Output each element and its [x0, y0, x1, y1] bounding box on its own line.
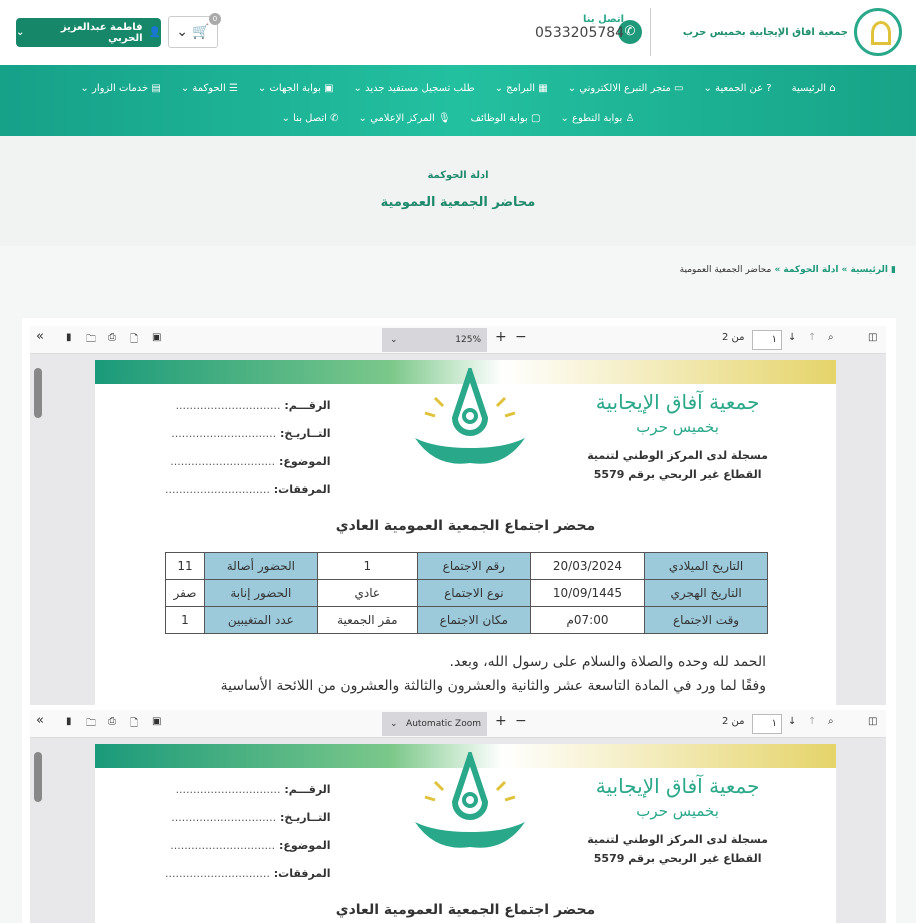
table-cell: 20/03/2024: [530, 553, 644, 580]
table-cell: التاريخ الهجري: [645, 580, 768, 607]
cart-button[interactable]: [168, 16, 218, 48]
scrollbar[interactable]: [34, 368, 42, 418]
letter-field: الرقـــم: ..............................: [175, 783, 331, 796]
chevron-down-icon: ⌄: [16, 27, 25, 38]
zoom-select[interactable]: [382, 712, 487, 736]
table-cell: وقت الاجتماع: [645, 607, 768, 634]
print-icon[interactable]: ⎙: [108, 332, 116, 343]
chevron-down-icon: ⌄: [390, 335, 398, 345]
print-icon[interactable]: ⎙: [108, 716, 116, 727]
table-row: [166, 580, 768, 607]
nav-entities[interactable]: ▣ بوابة الجهات ⌄: [257, 82, 334, 94]
zoom-out-button[interactable]: −: [515, 329, 527, 345]
page-banner: [0, 136, 916, 246]
letter-fields: [165, 776, 331, 888]
letter-field: الموضوع: ..............................: [170, 455, 331, 468]
letter-field: التــاريـخ: ..............................: [171, 427, 331, 440]
letter-field: المرفقات: ..............................: [165, 483, 331, 496]
divider: [650, 8, 651, 56]
presentation-icon[interactable]: ▣: [152, 716, 162, 727]
table-cell: 07:00م: [530, 607, 644, 634]
nav-contact[interactable]: ✆ اتصل بنا ⌄: [281, 112, 339, 124]
document-body: الحمد لله وحده والصلاة والسلام على رسول الله، وبعد. وفقًا لما ورد في المادة التاسعة عشر والثانية والعشرون والثالثة والعشرون من اللائحة الأساسية: [220, 654, 766, 694]
logo-icon: [854, 8, 902, 56]
bookmark-icon[interactable]: ▮: [66, 332, 72, 343]
page-title: محاضر الجمعية العمومية: [380, 195, 536, 210]
contact-label: اتصل بنا: [583, 14, 625, 25]
table-cell: 1: [166, 607, 205, 634]
table-cell: 11: [166, 553, 205, 580]
table-cell: صفر: [166, 580, 205, 607]
pdf-page: [95, 360, 836, 705]
next-page-button[interactable]: ↓: [788, 332, 797, 343]
org-info: جمعية آفاق الإيجابية بخميس حرب مسجلة لدى المركز الوطني لتنمية القطاع غير الربحي برقم 5579: [587, 390, 768, 481]
sidebar-icon[interactable]: ◫: [868, 716, 878, 727]
table-cell: الحضور إنابة: [204, 580, 317, 607]
nav-jobs[interactable]: ▢ بوابة الوظائف: [470, 112, 541, 124]
open-file-icon[interactable]: 🗀: [86, 718, 96, 729]
page-count: من 2: [722, 332, 745, 343]
table-cell: رقم الاجتماع: [417, 553, 530, 580]
zoom-in-button[interactable]: +: [495, 713, 507, 729]
org-name: جمعية افاق الإيجابية بخميس حرب: [682, 26, 848, 38]
main-nav: [0, 65, 916, 136]
pdf-toolbar: [30, 710, 886, 738]
zoom-select[interactable]: [382, 328, 487, 352]
letter-field: الموضوع: ..............................: [170, 839, 331, 852]
cart-badge: 0: [209, 13, 221, 25]
pdf-viewer: [30, 326, 886, 705]
zoom-value: Automatic Zoom: [406, 719, 481, 729]
nav-volunteer[interactable]: ♙ بوابة التطوع ⌄: [560, 112, 635, 124]
search-icon[interactable]: ⌕: [828, 716, 834, 727]
zoom-out-button[interactable]: −: [515, 713, 527, 729]
chevron-down-icon: ⌄: [176, 24, 188, 40]
pdf-viewer: [30, 710, 886, 923]
org-logo: [395, 752, 545, 872]
save-icon[interactable]: 🗋: [130, 334, 139, 345]
page-number-input[interactable]: ١: [752, 330, 782, 350]
nav-visitors[interactable]: ▤ خدمات الزوار ⌄: [80, 82, 161, 94]
meeting-table: [165, 552, 768, 634]
cart-icon: 🛒: [192, 24, 210, 40]
table-cell: مكان الاجتماع: [417, 607, 530, 634]
page-count: من 2: [722, 716, 745, 727]
next-page-button[interactable]: ↓: [788, 716, 797, 727]
document-title: محضر اجتماع الجمعية العمومية العادي: [335, 518, 596, 534]
org-info: جمعية آفاق الإيجابية بخميس حرب مسجلة لدى المركز الوطني لتنمية القطاع غير الربحي برقم 5579: [587, 774, 768, 865]
table-cell: 10/09/1445: [530, 580, 644, 607]
sidebar-toggle-icon[interactable]: «: [36, 329, 44, 344]
nav-media[interactable]: 🎙 المركز الإعلامي ⌄: [358, 112, 451, 124]
previous-page-button[interactable]: ↑: [808, 332, 817, 343]
breadcrumb: ▮ الرئيسية » ادلة الحوكمة » محاضر الجمعية العمومية: [679, 265, 896, 275]
letter-field: التــاريـخ: ..............................: [171, 811, 331, 824]
letter-fields: [165, 392, 331, 504]
user-menu-button[interactable]: [16, 18, 161, 47]
pdf-page: [95, 744, 836, 923]
phone-number: 0533205784: [535, 25, 625, 41]
site-logo[interactable]: [683, 8, 902, 56]
site-header: [0, 0, 916, 65]
table-row: [166, 607, 768, 634]
save-icon[interactable]: 🗋: [130, 718, 139, 729]
breadcrumb-home[interactable]: الرئيسية: [850, 265, 888, 275]
nav-about[interactable]: ? عن الجمعية ⌄: [703, 82, 772, 94]
sidebar-icon[interactable]: ◫: [868, 332, 878, 343]
sidebar-toggle-icon[interactable]: «: [36, 713, 44, 728]
breadcrumb-current: محاضر الجمعية العمومية: [679, 265, 772, 275]
table-cell: عادي: [317, 580, 417, 607]
org-logo: [395, 368, 545, 488]
search-icon[interactable]: ⌕: [828, 332, 834, 343]
scrollbar[interactable]: [34, 752, 42, 802]
user-name: فاطمة عبدالعزيز الحربي: [60, 21, 143, 44]
table-row: [166, 553, 768, 580]
nav-home[interactable]: ⌂ الرئيسية: [791, 82, 836, 94]
zoom-in-button[interactable]: +: [495, 329, 507, 345]
table-cell: الحضور أصالة: [204, 553, 317, 580]
open-file-icon[interactable]: 🗀: [86, 334, 96, 345]
phone-icon: ✆: [618, 20, 642, 44]
table-cell: عدد المتغيبين: [204, 607, 317, 634]
page-number-input[interactable]: ١: [752, 714, 782, 734]
table-cell: التاريخ الميلادي: [645, 553, 768, 580]
page-subtitle: ادلة الحوكمة: [427, 170, 489, 181]
letter-field: الرقـــم: ..............................: [175, 399, 331, 412]
table-cell: مقر الجمعية: [317, 607, 417, 634]
breadcrumb-governance[interactable]: ادلة الحوكمة: [783, 265, 839, 275]
document-title: محضر اجتماع الجمعية العمومية العادي: [335, 902, 596, 918]
nav-programs[interactable]: ▦ البرامج ⌄: [494, 82, 548, 94]
letter-field: المرفقات: ..............................: [165, 867, 331, 880]
contact-info[interactable]: [535, 14, 624, 41]
bookmark-icon[interactable]: ▮: [66, 716, 72, 727]
nav-register[interactable]: طلب تسجيل مستفيد جديد ⌄: [353, 82, 475, 94]
zoom-value: 125%: [455, 335, 481, 345]
nav-governance[interactable]: ☰ الحوكمة ⌄: [180, 82, 238, 94]
table-cell: 1: [317, 553, 417, 580]
chevron-down-icon: ⌄: [390, 719, 398, 729]
previous-page-button[interactable]: ↑: [808, 716, 817, 727]
nav-store[interactable]: ▭ متجر التبرع الالكتروني ⌄: [567, 82, 684, 94]
presentation-icon[interactable]: ▣: [152, 332, 162, 343]
pdf-toolbar: [30, 326, 886, 354]
user-icon: 👤: [148, 27, 161, 38]
table-cell: نوع الاجتماع: [417, 580, 530, 607]
